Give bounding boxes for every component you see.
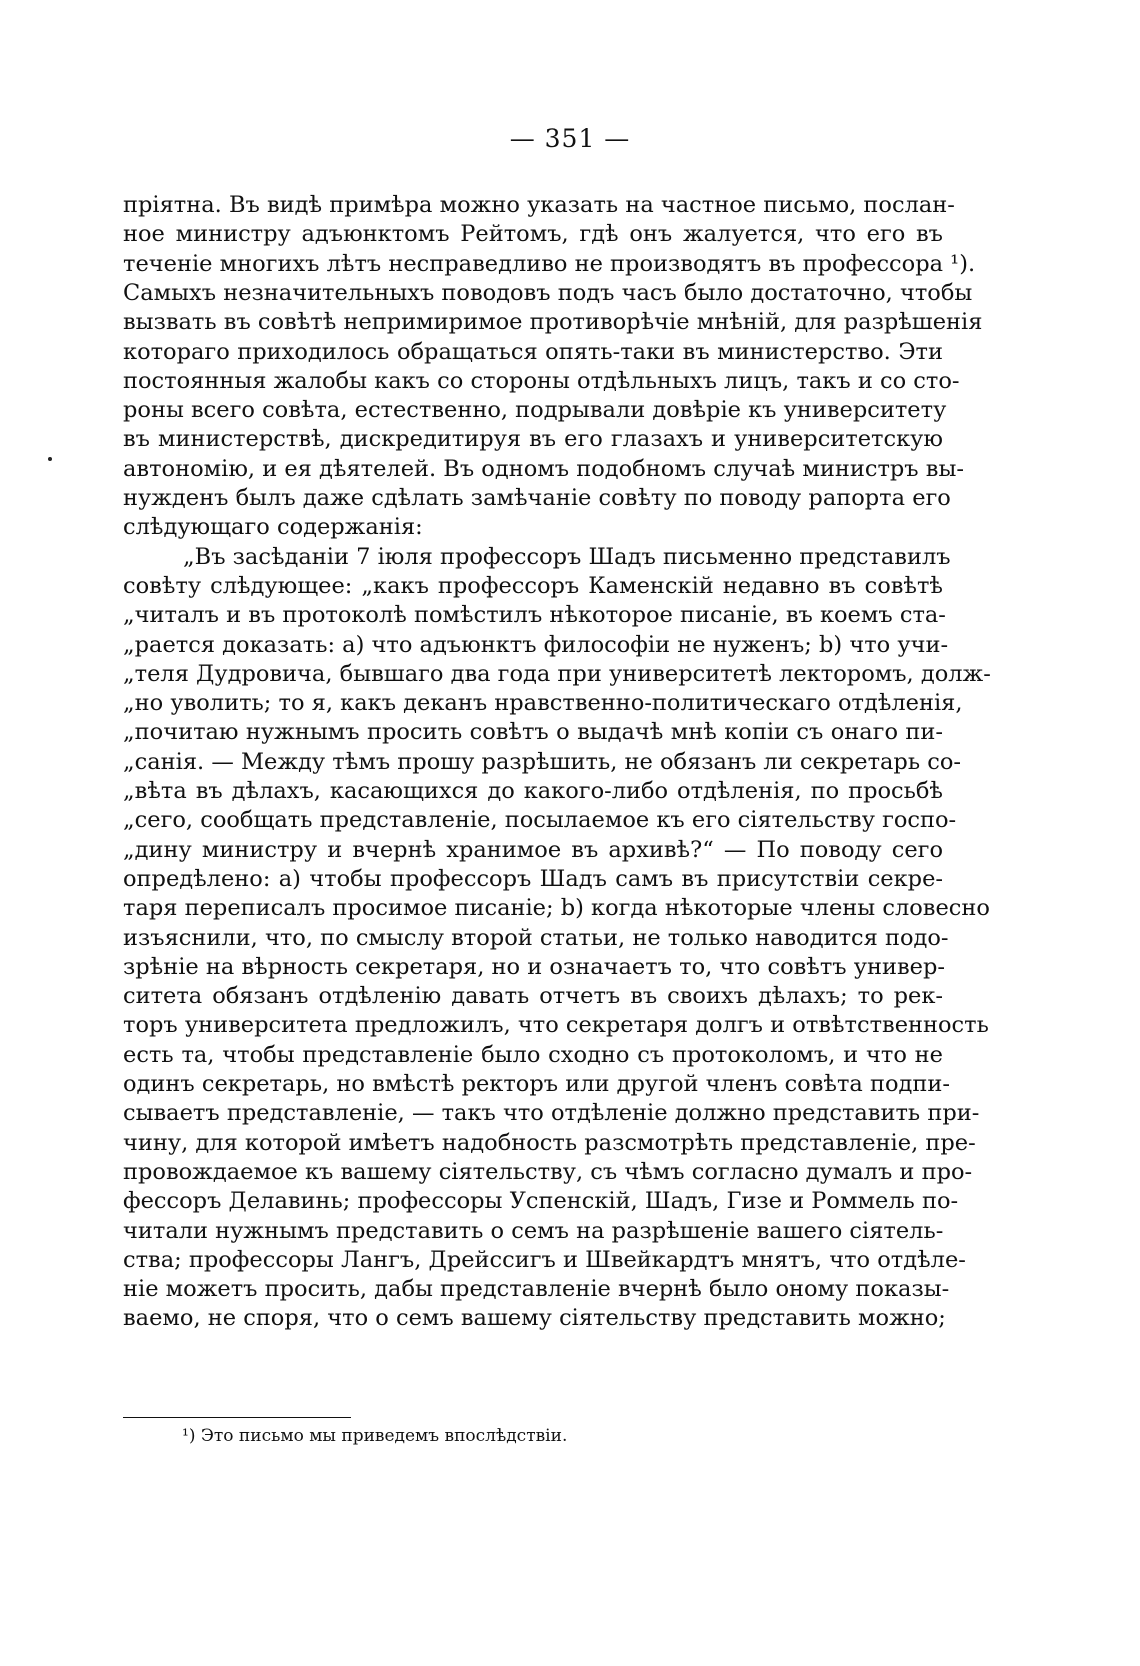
- text-line: ситета обязанъ отдѣленію давать отчетъ въ своихъ дѣлахъ; то рек-: [123, 983, 943, 1010]
- text-line: „читалъ и въ протоколѣ помѣстилъ нѣкоторое писаніе, въ коемъ ста-: [123, 602, 946, 629]
- text-line: „Въ засѣданіи 7 іюля профессоръ Шадъ письменно представилъ: [183, 543, 951, 570]
- text-line: „санія. — Между тѣмъ прошу разрѣшить, не обязанъ ли секретарь со-: [123, 748, 961, 775]
- text-line: нужденъ былъ даже сдѣлать замѣчаніе совѣту по поводу рапорта его: [123, 485, 951, 511]
- text-line: „но уволить; то я, какъ деканъ нравственно-политическаго отдѣленія,: [123, 690, 963, 717]
- text-line: фессоръ Делавинь; профессоры Успенскій, Шадъ, Гизе и Роммель по-: [123, 1188, 959, 1215]
- text-line: „дину министру и вчернѣ хранимое въ архивѣ?“ — По поводу сего: [123, 836, 943, 863]
- text-line: одинъ секретарь, но вмѣстѣ ректоръ или другой членъ совѣта подпи-: [123, 1071, 950, 1097]
- text-line: теченіе многихъ лѣтъ несправедливо не производятъ въ профессора ¹).: [123, 250, 976, 277]
- text-line: постоянныя жалобы какъ со стороны отдѣльныхъ лицъ, такъ и со сто-: [123, 367, 960, 394]
- text-line: пріятна. Въ видѣ примѣра можно указать на частное письмо, послан-: [123, 192, 955, 218]
- text-line: въ министерствѣ, дискредитируя въ его глазахъ и университетскую: [123, 426, 943, 453]
- text-line: чину, для которой имѣетъ надобность разсмотрѣть представленіе, пре-: [123, 1129, 976, 1156]
- text-line: „рается доказать: а) что адъюнктъ философіи не нуженъ; b) что учи-: [123, 631, 949, 658]
- text-line: таря переписалъ просимое писаніе; b) когда нѣкоторые члены словесно: [123, 895, 990, 922]
- text-line: торъ университета предложилъ, что секретаря долгъ и отвѣтственность: [123, 1012, 989, 1039]
- text-line: автономію, и ея дѣятелей. Въ одномъ подобномъ случаѣ министръ вы-: [123, 455, 964, 482]
- text-line: ное министру адъюнктомъ Рейтомъ, гдѣ онъ жалуется, что его въ: [123, 221, 943, 248]
- footnote: ¹) Это письмо мы приведемъ впослѣдствіи.: [182, 1426, 568, 1446]
- text-line: провождаемое къ вашему сіятельству, съ чѣмъ согласно думалъ и про-: [123, 1158, 973, 1185]
- text-line: читали нужнымъ представить о семъ на разрѣшеніе вашего сіятель-: [123, 1217, 944, 1244]
- text-line: роны всего совѣта, естественно, подрывали довѣріе къ университету: [123, 397, 947, 424]
- text-line: сываетъ представленіе, — такъ что отдѣленіе должно представить при-: [123, 1100, 980, 1127]
- text-line: ніе можетъ просить, дабы представленіе вчернѣ было оному показы-: [123, 1276, 950, 1303]
- text-line: есть та, чтобы представленіе было сходно съ протоколомъ, и что не: [123, 1041, 943, 1068]
- page-number: — 351 —: [509, 124, 631, 153]
- margin-mark: [48, 457, 52, 461]
- text-line: изъяснили, что, по смыслу второй статьи, не только наводится подо-: [123, 924, 949, 951]
- text-line: „почитаю нужнымъ просить совѣтъ о выдачѣ мнѣ копіи съ онаго пи-: [123, 719, 943, 746]
- text-line: „теля Дудровича, бывшаго два года при университетѣ лекторомъ, долж-: [123, 660, 991, 687]
- text-line: слѣдующаго содержанія:: [123, 514, 423, 541]
- text-line: „сего, сообщать представленіе, посылаемое къ его сіятельству госпо-: [123, 807, 957, 834]
- text-line: ства; профессоры Лангъ, Дрейссигъ и Швейкардтъ мнятъ, что отдѣле-: [123, 1246, 966, 1273]
- text-line: ваемо, не споря, что о семъ вашему сіятельству представить можно;: [123, 1305, 946, 1332]
- footnote-rule: [123, 1417, 351, 1418]
- text-line: котораго приходилось обращаться опять-таки въ министерство. Эти: [123, 338, 943, 365]
- text-line: Самыхъ незначительныхъ поводовъ подъ часъ было достаточно, чтобы: [123, 279, 973, 306]
- text-line: совѣту слѣдующее: „какъ профессоръ Каменскій недавно въ совѣтѣ: [123, 572, 943, 599]
- text-line: „вѣта въ дѣлахъ, касающихся до какого-либо отдѣленія, по просьбѣ: [123, 778, 943, 804]
- text-line: зрѣніе на вѣрность секретаря, но и означаетъ то, что совѣтъ универ-: [123, 953, 945, 980]
- text-line: опредѣлено: а) чтобы профессоръ Шадъ самъ въ присутствіи секре-: [123, 865, 943, 892]
- text-line: вызвать въ совѣтѣ непримиримое противорѣчіе мнѣній, для разрѣшенія: [123, 309, 983, 336]
